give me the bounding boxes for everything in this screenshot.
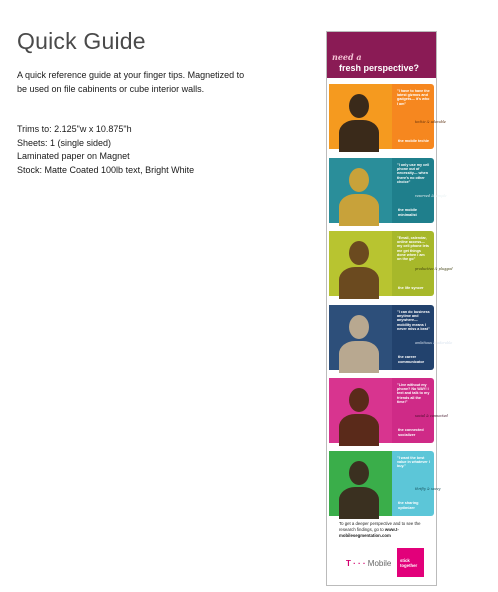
persona-signature: techie & adorable bbox=[415, 120, 446, 124]
persona-quote-box bbox=[395, 454, 441, 513]
footer-copy: To get a deeper perspective and to see the research findings, go to bbox=[339, 521, 421, 532]
logo-t: T bbox=[346, 559, 351, 568]
persona-panel bbox=[329, 231, 453, 296]
figure-head bbox=[349, 461, 369, 485]
persona-quote: "I only use my cell phone out of necessity— when there's no other choice" bbox=[397, 163, 430, 184]
persona-photo bbox=[329, 305, 392, 370]
stick-together-badge: stick together bbox=[397, 548, 424, 577]
figure-body bbox=[339, 414, 379, 446]
persona-quote: "Live without my phone? No WAY! I text and talk to my friends all the time!" bbox=[397, 383, 430, 404]
persona-photo bbox=[329, 231, 392, 296]
figure-head bbox=[349, 94, 369, 118]
persona-signature: social & connected bbox=[415, 414, 448, 418]
persona-quote-box bbox=[395, 161, 447, 220]
persona-panel bbox=[329, 378, 448, 443]
persona-quote-box bbox=[395, 308, 453, 367]
logo-dots: · · · bbox=[353, 559, 366, 568]
persona-quote-box bbox=[395, 381, 448, 440]
figure-head bbox=[349, 168, 369, 192]
page-title: Quick Guide bbox=[17, 28, 146, 54]
persona-panel bbox=[329, 158, 447, 223]
persona-photo bbox=[329, 378, 392, 443]
persona-quote-box bbox=[395, 234, 453, 293]
spec-line: Laminated paper on Magnet bbox=[17, 151, 130, 161]
persona-quote: "I can do business anytime and anywhere— mobility means I never miss a beat" bbox=[397, 310, 430, 331]
spec-list bbox=[17, 123, 194, 177]
description: A quick reference guide at your finger tips. Magnetized to be used on file cabinents or cube interior walls. bbox=[17, 70, 245, 94]
persona-name: the sharing optimizer bbox=[398, 501, 419, 510]
figure-body bbox=[339, 267, 379, 299]
strip-header bbox=[327, 32, 436, 78]
footer-url: www.t-mobilesegmentation.com bbox=[339, 527, 399, 538]
persona-quote-box bbox=[395, 87, 446, 146]
persona-photo bbox=[329, 84, 392, 149]
figure-head bbox=[349, 315, 369, 339]
figure-body bbox=[339, 120, 379, 152]
persona-photo bbox=[329, 158, 392, 223]
figure-body bbox=[339, 194, 379, 226]
persona-panel bbox=[329, 451, 441, 516]
persona-panel bbox=[329, 84, 446, 149]
spec-line: Stock: Matte Coated 100lb text, Bright White bbox=[17, 164, 195, 175]
footer-text bbox=[339, 521, 431, 539]
persona-signature: ambitious & adorable bbox=[415, 341, 453, 345]
persona-name: the mobile techie bbox=[398, 138, 430, 143]
persona-quote: "I want the best value in whatever I buy." bbox=[397, 456, 430, 469]
persona-name: the mobile minimalist bbox=[398, 208, 417, 217]
persona-quote: "I have to have the latest gizmos and gadgets— it's who I am" bbox=[397, 89, 430, 106]
logo-text: Mobile bbox=[367, 559, 392, 568]
persona-name: the connected socializer bbox=[398, 428, 424, 437]
persona-name: the career communicator bbox=[398, 355, 425, 364]
figure-body bbox=[339, 487, 379, 519]
spec-line: Trims to: 2.125"w x 10.875"h bbox=[17, 124, 132, 134]
persona-panel bbox=[329, 305, 453, 370]
header-small-text: need a bbox=[332, 52, 362, 62]
persona-signature: thrifty & savvy bbox=[415, 487, 441, 491]
spec-line: Sheets: 1 (single sided) bbox=[17, 137, 112, 148]
persona-photo bbox=[329, 451, 392, 516]
persona-signature: productive & plugged bbox=[415, 267, 453, 271]
header-large-text: fresh perspective? bbox=[339, 63, 420, 73]
figure-body bbox=[339, 341, 379, 373]
persona-name: the life syncer bbox=[398, 285, 424, 290]
quick-guide-strip bbox=[326, 31, 453, 586]
tmobile-logo bbox=[346, 559, 391, 568]
persona-quote: "Email, calendar, online access— my cell phone lets me get things done when I am on the go" bbox=[397, 236, 429, 262]
figure-head bbox=[349, 388, 369, 412]
persona-signature: reserved & simple bbox=[415, 194, 447, 198]
figure-head bbox=[349, 241, 369, 265]
